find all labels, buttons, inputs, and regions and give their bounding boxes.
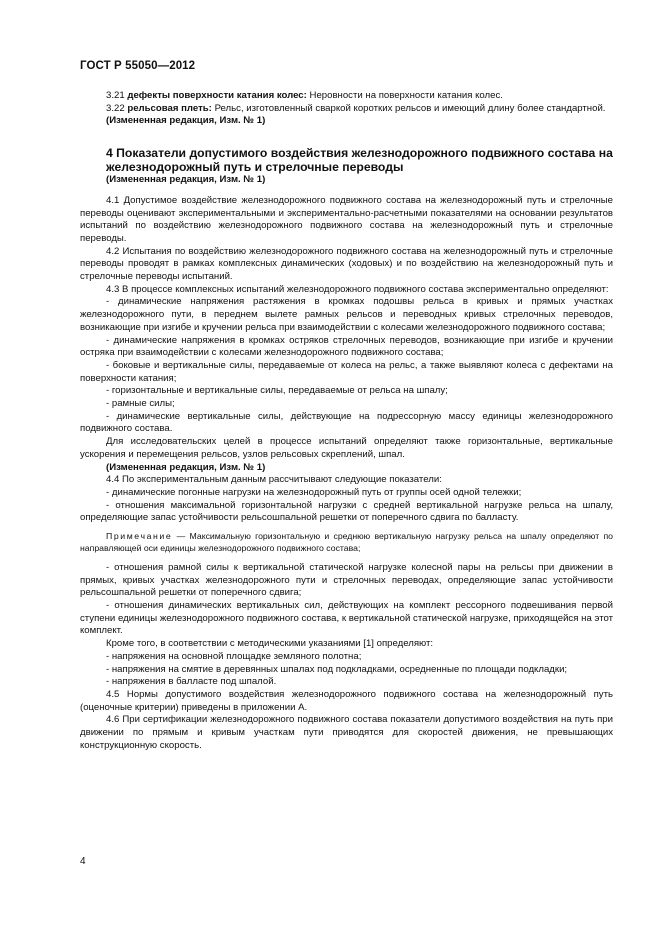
list-item: - напряжения на основной площадке земляного полотна; bbox=[106, 650, 362, 662]
paragraph-4-6: 4.6 При сертификации железнодорожного подвижного состава показатели допустимого воздействия на путь при движении по прямым и кривым участкам пути приводятся для скоростей движения, не превышающих конструкционную скорость. bbox=[80, 714, 613, 751]
list-item: - динамические напряжения растяжения в кромках подошвы рельса в кривых и прямых участках железнодорожного пути, в переднем вылете рамных рельсов и переводных кривых стрелочных переводов, возникающие при изгибе и кручении рельса при взаимодействии с колесами железнодорожного подвижного состава; bbox=[80, 296, 613, 333]
list-item: - напряжения в балласте под шпалой. bbox=[106, 676, 277, 688]
list-item: - рамные силы; bbox=[106, 398, 175, 410]
paragraph-4-3: 4.3 В процессе комплексных испытаний железнодорожного подвижного состава экспериментально определяют: bbox=[106, 283, 609, 295]
def-text: Рельс, изготовленный сваркой коротких рельсов и имеющий длину более стандартной. bbox=[214, 102, 606, 114]
doc-header: ГОСТ Р 55050—2012 bbox=[80, 60, 196, 72]
section-4-title: 4 Показатели допустимого воздействия железнодорожного подвижного состава на железнодорожный путь и стрелочные переводы bbox=[106, 146, 613, 175]
def-number: 3.21 bbox=[106, 90, 125, 101]
definition-3-21 bbox=[80, 90, 613, 103]
definition-3-22 bbox=[80, 103, 613, 116]
list-item: - горизонтальные и вертикальные силы, передаваемые от рельса на шпалу; bbox=[106, 385, 448, 397]
paragraph-research: Для исследовательских целей в процессе испытаний определяют также горизонтальные, вертикальные ускорения и перемещения рельсов, узлов рельсовых скреплений, шпал. bbox=[80, 436, 613, 460]
list-item: - динамические напряжения в кромках остряков стрелочных переводов, возникающие при изгибе и кручении остряка при взаимодействии с колесами железнодорожного подвижного состава; bbox=[80, 334, 613, 359]
list-item: - отношения максимальной горизонтальной нагрузки с средней вертикальной нагрузке рельса на шпалу, определяющие запас устойчивости рельсошпальной решетки от поперечного сдвига по балласту. bbox=[80, 499, 613, 524]
page-number: 4 bbox=[80, 856, 86, 867]
def-term: дефекты поверхности катания колес: bbox=[127, 90, 307, 101]
list-item: - динамические погонные нагрузки на железнодорожный путь от группы осей одной тележки; bbox=[106, 486, 522, 498]
section-4-edition: (Измененная редакция, Изм. № 1) bbox=[106, 174, 266, 186]
note bbox=[80, 531, 613, 554]
def-number: 3.22 bbox=[106, 102, 125, 114]
paragraph-method: Кроме того, в соответствии с методическими указаниями [1] определяют: bbox=[106, 638, 434, 650]
edition-note: (Измененная редакция, Изм. № 1) bbox=[106, 115, 266, 127]
note-text: — Максимальную горизонтальную и среднюю вертикальную нагрузку рельса на шпалу определяют по направляющей оси единицы железнодорожного подвижного состава; bbox=[80, 531, 613, 553]
list-item: - боковые и вертикальные силы, передаваемые от колеса на рельс, а также выявляют колеса с дефектами на поверхности катания; bbox=[80, 359, 613, 384]
def-text: Неровности на поверхности катания колес. bbox=[309, 90, 503, 101]
paragraph-4-5: 4.5 Нормы допустимого воздействия железнодорожного подвижного состава на железнодорожный путь (оценочные критерии) приведены в приложении А. bbox=[80, 688, 613, 713]
edition-note-2: (Измененная редакция, Изм. № 1) bbox=[106, 461, 266, 473]
paragraph-4-2: 4.2 Испытания по воздействию железнодорожного подвижного состава на железнодорожный путь и стрелочные переводы проводят в рамках комплексных динамических (ходовых) и по воздействию на железнодорожный путь и стрелочные переводы испытаний. bbox=[80, 245, 613, 283]
list-item: - динамические вертикальные силы, действующие на подрессорную массу единицы железнодорожного подвижного состава. bbox=[80, 410, 613, 435]
paragraph-4-1: 4.1 Допустимое воздействие железнодорожного подвижного состава на железнодорожный путь и стрелочные переводы оценивают экспериментальными и экспериментально-расчетными показателями на основании результатов испытаний по воздействию железнодорожного подвижного состава на железнодорожный путь и стрелочные переводы. bbox=[80, 194, 613, 244]
paragraph-4-4: 4.4 По экспериментальным данным рассчитывают следующие показатели: bbox=[106, 474, 442, 486]
def-term: рельсовая плеть: bbox=[127, 102, 212, 114]
page-content bbox=[80, 90, 613, 752]
list-item: - напряжения на смятие в деревянных шпалах под подкладками, осредненные по площади подкладки; bbox=[106, 663, 568, 675]
list-item: - отношения динамических вертикальных сил, действующих на комплект рессорного подвешивания первой ступени единицы железнодорожного подвижного состава, к вертикальной статической нагрузке, приходящейся на этот комплект. bbox=[80, 600, 613, 637]
list-item: - отношения рамной силы к вертикальной статической нагрузке колесной пары на рельсы при движении в прямых, кривых участках железнодорожного пути и стрелочных переводах, определяющие запас устойчивости рельсошпальной решетки от поперечного сдвига; bbox=[80, 561, 613, 599]
note-label: Примечание bbox=[106, 531, 173, 542]
